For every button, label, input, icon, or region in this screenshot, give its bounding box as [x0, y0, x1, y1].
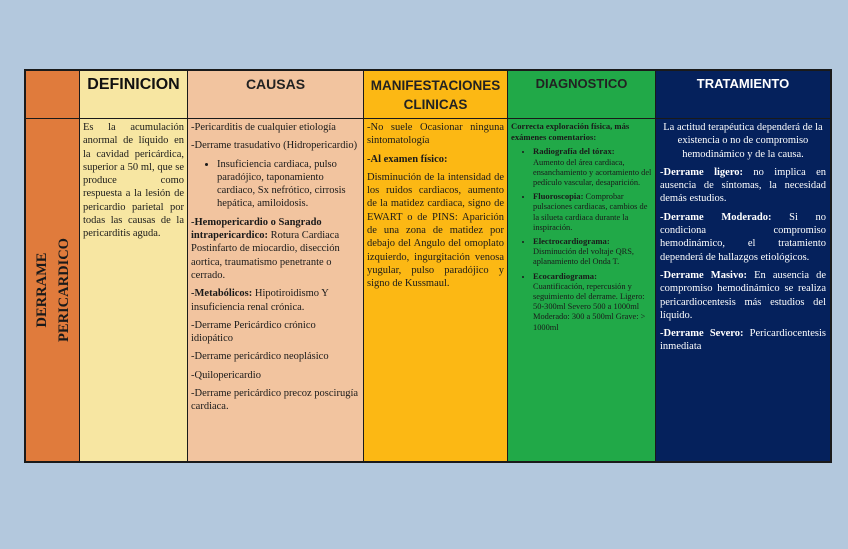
row-label-cell [26, 119, 80, 462]
row-label: DERRAME PERICARDICO [33, 238, 72, 342]
causas-list [188, 119, 363, 421]
header-causas: CAUSAS [188, 71, 364, 119]
causa-2-bullets [191, 158, 360, 211]
tratamiento-masivo: -Derrame Masivo: En ausencia de compromiso hemodinámico se realiza pericardiocentesis más estudios del líquido. [660, 269, 826, 321]
definicion-text: Es la acumulación anormal de líquido en la cavidad pericárdica, superior a 50 ml, que se produce como respuesta a la lesión de pericardio parietal por todas las causas de la pericarditis aguda. [83, 122, 184, 240]
manifestacion-3: Disminución de la intensidad de los ruidos cardiacos, aumento de la matidez cardiaca, signo de EWART o de PINS: Aparición de una zona de matidez por debajo del Angulo del omoplato izquierdo, ingurgitación venosa yugular, pulso paradójico y signo de Kussmaul. [367, 171, 504, 290]
tratamiento-text [656, 119, 830, 361]
manifestaciones-cell [364, 119, 508, 462]
diagnostico-item: • Electrocardiograma: Disminución del voltaje QRS, aplanamiento del Onda T. [533, 236, 652, 268]
causa-4: -Metabólicos: Hipotiroidismo Y insuficiencia renal crónica. [191, 288, 329, 313]
diagnostico-text [508, 119, 655, 338]
diagnostico-intro: Correcta exploración física, más exámenes comentarios: [511, 121, 630, 143]
tratamiento-moderado: -Derrame Moderado: Si no condiciona compromiso hemodinámico, el tratamiento dependerá de hallazgos etiológicos. [660, 211, 826, 263]
corner-cell [26, 71, 80, 119]
causa-6: -Derrame pericárdico neoplásico [191, 351, 329, 363]
diagnostico-list [511, 146, 652, 332]
diagnostico-cell [508, 119, 656, 462]
tratamiento-intro: La actitud terapéutica dependerá de la existencia o no de compromiso hemodinámico y de la causa. [663, 122, 823, 160]
tratamiento-severo: -Derrame Severo: Pericardiocentesis inmediata [660, 328, 826, 353]
header-tratamiento: TRATAMIENTO [656, 71, 831, 119]
causa-2-bullet: • Insuficiencia cardiaca, pulso paradójico, taponamiento cardiaco, Sx nefrótico, cirrosis hepática, amiloidosis. [217, 158, 360, 211]
causa-1: -Pericarditis de cualquier etiología [191, 122, 336, 133]
header-manifestaciones: MANIFESTACIONES CLINICAS [364, 71, 508, 119]
summary-table [24, 69, 832, 463]
causa-3: -Hemopericardio o Sangrado intrapericardico: Rotura Cardiaca Postinfarto de miocardio, disección aortica, traumatismo penetrante o cerrado. [191, 216, 340, 281]
content-row [26, 119, 831, 462]
tratamiento-ligero: -Derrame ligero: no implica en ausencia de síntomas, la necesidad demás estudios. [660, 166, 826, 205]
causa-7: -Quilopericardio [191, 369, 261, 381]
diagnostico-item: • Radiografía del tórax: Aumento del área cardiaca, ensanchamiento y acortamiento del pedículo vascular, desaparición. [533, 146, 652, 188]
definicion-cell [80, 119, 188, 462]
manifestaciones-text [364, 119, 507, 298]
causa-8: -Derrame pericárdico precoz poscirugía cardiaca. [191, 388, 359, 413]
diagnostico-item: • Ecocardiograma: Cuantificación, repercusión y seguimiento del derrame. Ligero: 50-300ml Severo 500 a 1000ml Moderado: 300 a 500ml Grave: > 1000ml [533, 271, 652, 333]
causas-cell [188, 119, 364, 462]
header-diagnostico: DIAGNOSTICO [508, 71, 656, 119]
manifestacion-1: -No suele Ocasionar ninguna sintomatología [367, 122, 504, 147]
causa-5: -Derrame Pericárdico crónico idiopático [191, 319, 316, 345]
diagnostico-item: • Fluoroscopia: Comprobar pulsaciones cardiacas, cambios de la silueta cardiaca durante la inspiración. [533, 191, 652, 233]
header-definicion: DEFINICION [80, 71, 188, 119]
tratamiento-cell [656, 119, 831, 462]
causa-2: -Derrame trasudativo (Hidropericardio) [191, 140, 358, 152]
manifestacion-2: -Al examen físico: [367, 153, 448, 165]
header-row [26, 71, 831, 119]
